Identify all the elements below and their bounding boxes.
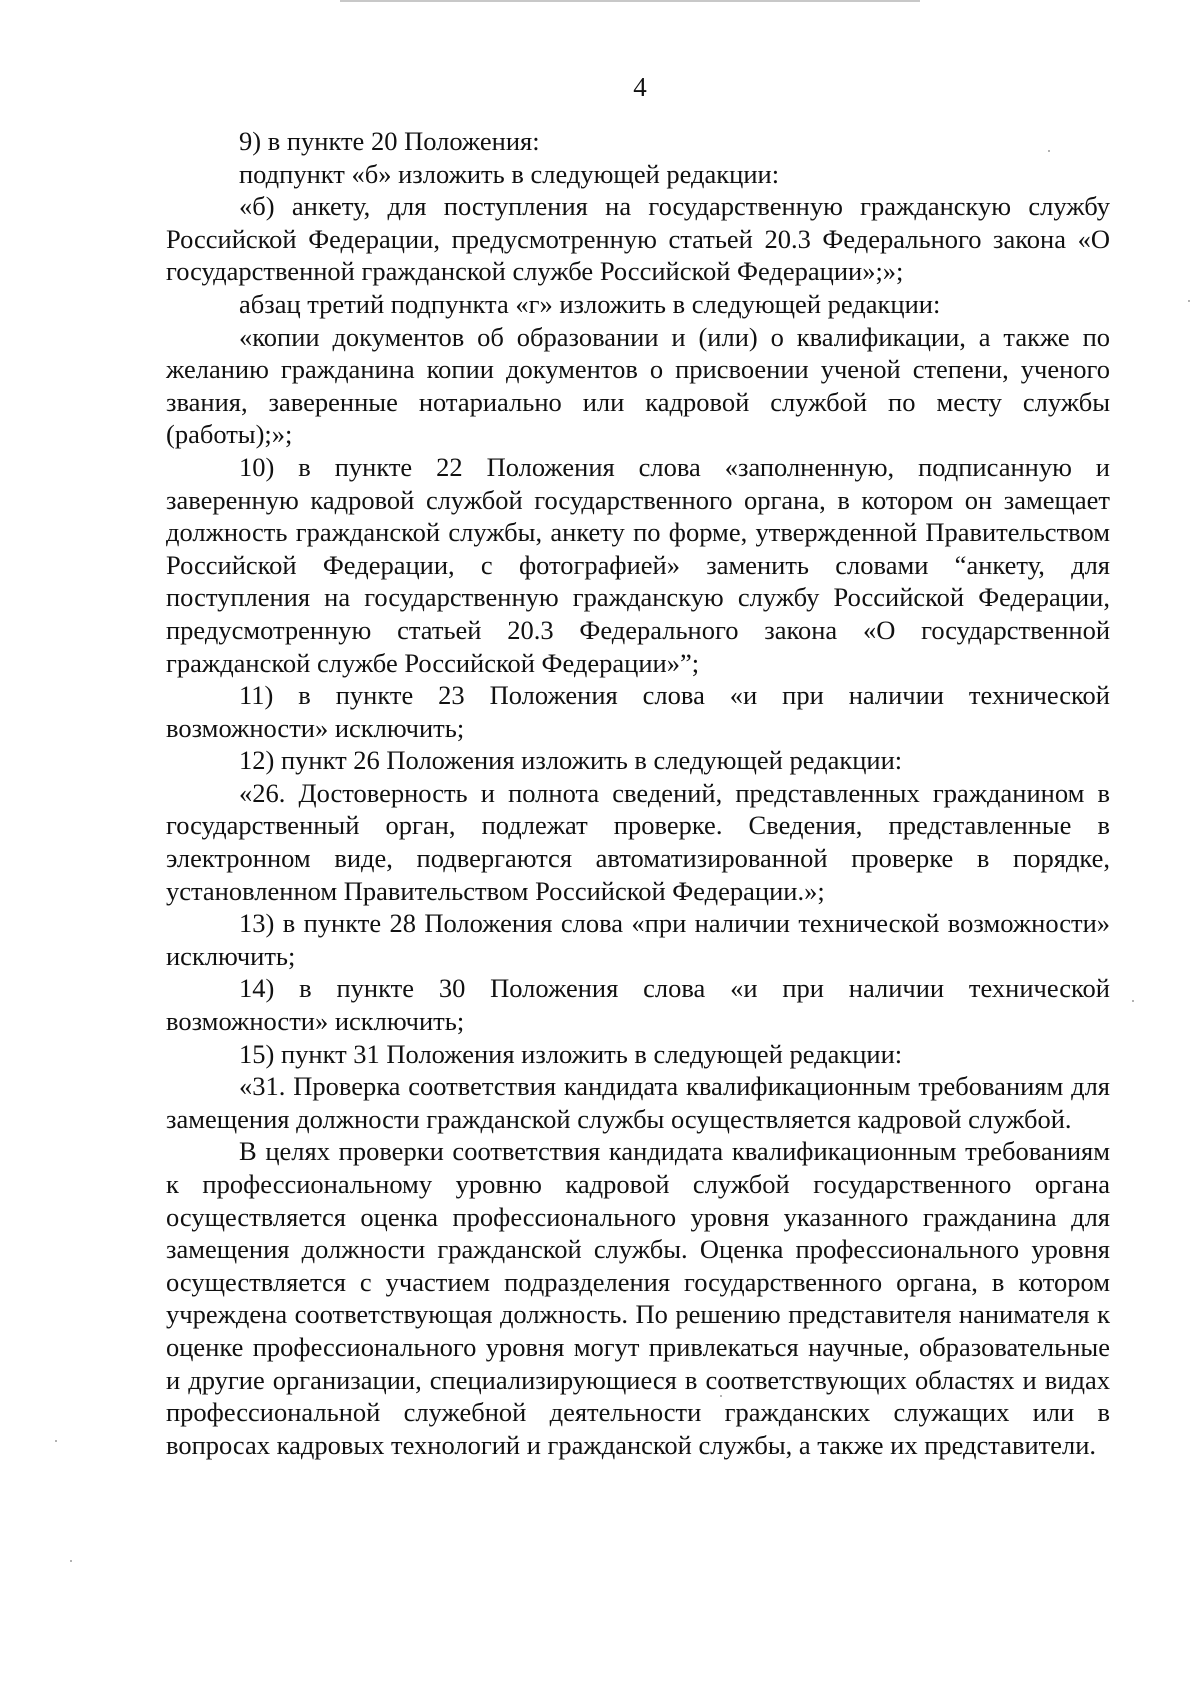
paragraph: подпункт «б» изложить в следующей редакции: xyxy=(239,158,780,189)
scan-speck xyxy=(720,1395,722,1397)
paragraph: абзац третий подпункта «г» изложить в следующей редакции: xyxy=(239,288,941,319)
page-number: 4 xyxy=(633,72,647,102)
document-body xyxy=(166,125,1110,1461)
paragraph: В целях проверки соответствия кандидата квалификационным требованиям к профессиональному уровню кадровой службой государственного органа осуществляется оценка профессионального уровня указанного гражданина для замещения должности гражданской службы. Оценка профессионального уровня осуществляется с участием подразделения государственного органа, в котором учреждена соответствующая должность. По решению представителя нанимателя к оценке профессионального уровня могут привлекаться научные, образовательные и другие организации, специализирующиеся в соответствующих областях и видах профессиональной служебной деятельности гражданских служащих или в вопросах кадровых технологий и гражданской службы, а также их представители. xyxy=(166,1136,1110,1460)
scan-speck xyxy=(1188,300,1190,302)
paragraph: «копии документов об образовании и (или) о квалификации, а также по желанию гражданина копии документов о присвоении ученой степени, ученого звания, заверенные нотариально или кадровой службой по месту службы (работы);»; xyxy=(166,321,1110,450)
scan-speck xyxy=(1132,1000,1134,1002)
paragraph: 12) пункт 26 Положения изложить в следующей редакции: xyxy=(239,745,903,776)
paragraph: 9) в пункте 20 Положения: xyxy=(239,126,540,156)
scan-speck xyxy=(55,1440,57,1442)
paragraph: «31. Проверка соответствия кандидата квалификационным требованиям для замещения должности гражданской службы осуществляется кадровой службой. xyxy=(166,1071,1110,1134)
paragraph: 15) пункт 31 Положения изложить в следующей редакции: xyxy=(239,1038,903,1069)
scan-speck xyxy=(1048,150,1050,152)
paragraph: «26. Достоверность и полнота сведений, представленных гражданином в государственный орган, подлежат проверке. Сведения, представленные в электронном виде, подвергаются автоматизированной проверке в порядке, установленном Правительством Российской Федерации.»; xyxy=(166,777,1110,906)
paragraph: «б) анкету, для поступления на государственную гражданскую службу Российской Федерации, предусмотренную статьей 20.3 Федерального закона «О государственной гражданской службе Российской Федерации»;»; xyxy=(166,191,1110,287)
scan-edge-line xyxy=(340,0,920,2)
paragraph: 11) в пункте 23 Положения слова «и при наличии технической возможности» исключить; xyxy=(166,680,1110,743)
scan-speck xyxy=(70,1560,72,1562)
paragraph: 10) в пункте 22 Положения слова «заполненную, подписанную и заверенную кадровой службой государственного органа, в котором он замещает должность гражданской службы, анкету по форме, утвержденной Правительством Российской Федерации, с фотографией» заменить словами “анкету, для поступления на государственную гражданскую службу Российской Федерации, предусмотренную статьей 20.3 Федерального закона «О государственной гражданской службе Российской Федерации»”; xyxy=(166,451,1110,678)
paragraph: 14) в пункте 30 Положения слова «и при наличии технической возможности» исключить; xyxy=(166,973,1110,1037)
paragraph: 13) в пункте 28 Положения слова «при наличии технической возможности» исключить; xyxy=(166,908,1110,971)
